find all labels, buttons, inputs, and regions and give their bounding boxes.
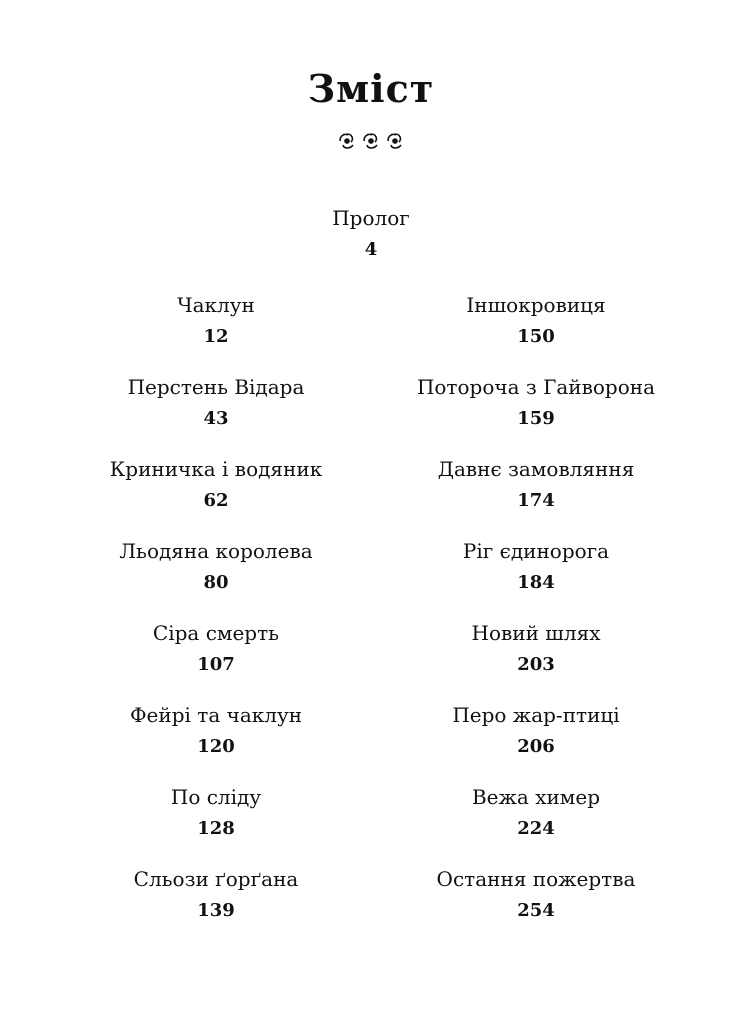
toc-entry-page: 254 <box>517 900 555 921</box>
toc-entry-page: 139 <box>197 900 235 921</box>
toc-entry-title: Остання пожертва <box>436 867 636 891</box>
toc-entry-title: Пролог <box>332 206 410 230</box>
toc-entry-title: Льодяна королева <box>119 539 313 563</box>
toc-entry[interactable] <box>366 456 706 514</box>
page-title: Зміст <box>307 66 435 111</box>
toc-entry[interactable] <box>46 292 386 350</box>
triple-swirl-ornament-icon <box>336 130 406 152</box>
toc-entry-title: Вежа химер <box>471 785 601 809</box>
toc-entry-title: Фейрі та чаклун <box>129 703 303 727</box>
toc-entry-title: Іншокровиця <box>466 293 606 317</box>
toc-entry-page: 12 <box>203 326 229 347</box>
toc-entry[interactable] <box>366 784 706 842</box>
toc-entry[interactable] <box>46 374 386 432</box>
toc-entry-page: 159 <box>517 408 555 429</box>
toc-entry-title: По сліду <box>170 785 262 809</box>
toc-entry-page: 43 <box>203 408 229 429</box>
toc-entry[interactable] <box>46 784 386 842</box>
toc-entry-page: 4 <box>364 239 378 260</box>
toc-entry[interactable] <box>366 620 706 678</box>
toc-entry[interactable] <box>46 620 386 678</box>
toc-entry-page: 150 <box>517 326 555 347</box>
toc-entry[interactable] <box>366 374 706 432</box>
toc-entry-page: 107 <box>197 654 235 675</box>
toc-entry-page: 80 <box>203 572 229 593</box>
toc-entry[interactable] <box>366 538 706 596</box>
toc-entry-page: 206 <box>517 736 555 757</box>
toc-entry-page: 120 <box>197 736 235 757</box>
toc-entry[interactable] <box>46 702 386 760</box>
toc-entry-title: Перстень Відара <box>127 375 305 399</box>
toc-entry[interactable] <box>46 456 386 514</box>
toc-entry[interactable] <box>46 866 386 924</box>
toc-entry-prologue[interactable] <box>201 205 541 263</box>
toc-entry-title: Сльози ґорґана <box>133 867 299 891</box>
toc-entry[interactable] <box>366 866 706 924</box>
toc-entry[interactable] <box>366 292 706 350</box>
toc-entry-title: Перо жар-птиці <box>452 703 620 727</box>
toc-entry-page: 224 <box>517 818 555 839</box>
toc-entry-title: Ріг єдинорога <box>462 539 610 563</box>
toc-entry[interactable] <box>366 702 706 760</box>
toc-entry-page: 62 <box>203 490 229 511</box>
toc-entry-page: 174 <box>517 490 555 511</box>
toc-entry-title: Чаклун <box>177 293 255 317</box>
toc-entry-title: Новий шлях <box>471 621 601 645</box>
toc-entry-page: 203 <box>517 654 555 675</box>
toc-entry-page: 128 <box>197 818 235 839</box>
toc-entry-title: Криничка і водяник <box>109 457 323 481</box>
toc-entry-page: 184 <box>517 572 555 593</box>
toc-entry-title: Давнє замовляння <box>437 457 635 481</box>
toc-entry[interactable] <box>46 538 386 596</box>
toc-entry-title: Потороча з Гайворона <box>416 375 656 399</box>
toc-entry-title: Сіра смерть <box>152 621 280 645</box>
